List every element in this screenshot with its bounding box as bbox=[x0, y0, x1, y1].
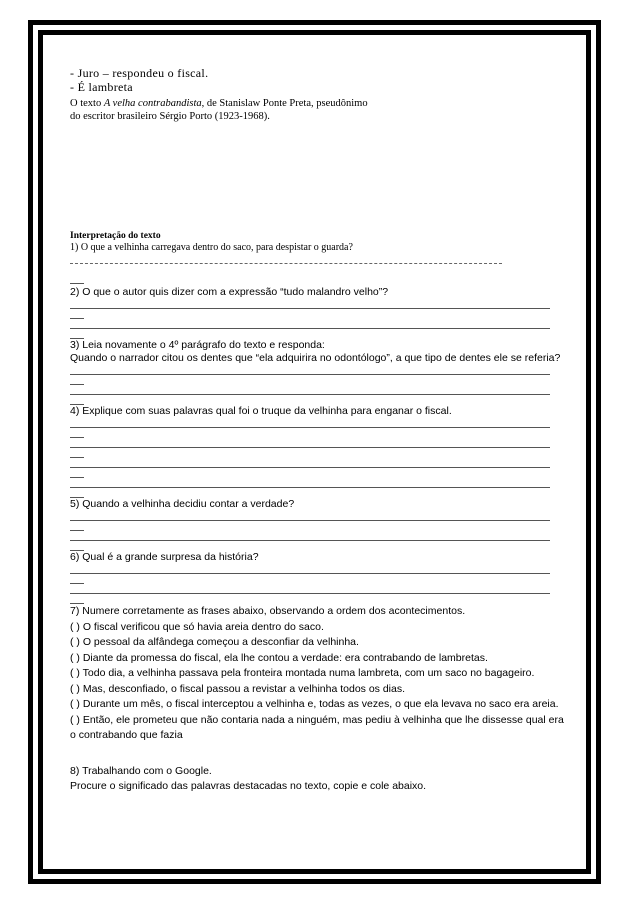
answer-line[interactable] bbox=[70, 587, 550, 594]
question-4-text: 4) Explique com suas palavras qual foi o truque da velhinha para enganar o fiscal. bbox=[70, 405, 452, 417]
answer-line[interactable] bbox=[70, 388, 550, 395]
answer-line[interactable] bbox=[70, 534, 550, 541]
credit-line-1 bbox=[70, 97, 550, 110]
answer-line[interactable] bbox=[70, 481, 550, 488]
question-6-text: 6) Qual é a grande surpresa da história? bbox=[70, 551, 259, 563]
answer-line-end[interactable] bbox=[70, 541, 84, 551]
answer-line-end[interactable] bbox=[70, 329, 84, 339]
question-1 bbox=[70, 242, 550, 254]
sequence-item-continuation: o contrabando que fazia bbox=[70, 729, 183, 741]
answer-line[interactable] bbox=[70, 461, 550, 468]
answer-line-end[interactable] bbox=[70, 274, 84, 284]
question-8-instruction: Procure o significado das palavras destacadas no texto, copie e cole abaixo. bbox=[70, 780, 427, 792]
answer-line-end[interactable] bbox=[70, 375, 84, 385]
answer-line-end[interactable] bbox=[70, 428, 84, 438]
credit-author: , de Stanislaw Ponte Preta, pseudônimo bbox=[201, 98, 368, 109]
question-7-text: 7) Numere corretamente as frases abaixo, observando a ordem dos acontecimentos. bbox=[70, 605, 466, 617]
story-ending-dialog bbox=[70, 66, 550, 94]
answer-line[interactable] bbox=[70, 567, 550, 574]
credit-title: A velha contrabandista bbox=[103, 98, 202, 109]
question-7 bbox=[70, 604, 564, 744]
sequence-item[interactable]: ( ) Mas, desconfiado, o fiscal passou a revistar a velhinha todos os dias. bbox=[70, 682, 406, 695]
question-3-prompt: Quando o narrador citou os dentes que “ela adquirira no odontólogo”, a que tipo de dentes ele se referia? bbox=[70, 352, 561, 364]
question-8-text: 8) Trabalhando com o Google. bbox=[70, 764, 212, 777]
sequence-item[interactable]: ( ) Durante um mês, o fiscal interceptou a velhinha e, todas as vezes, o que ela levava no saco era areia. bbox=[70, 698, 559, 710]
question-2 bbox=[70, 286, 550, 299]
sequence-item[interactable]: ( ) O fiscal verificou que só havia areia dentro do saco. bbox=[70, 620, 324, 633]
credit-line-2: do escritor brasileiro Sérgio Porto (1923-1968). bbox=[70, 111, 270, 122]
text-credit bbox=[70, 97, 550, 123]
question-2-text: 2) O que o autor quis dizer com a expressão “tudo malandro velho”? bbox=[70, 286, 389, 298]
answer-line[interactable] bbox=[70, 441, 550, 448]
dialog-line: - É lambreta bbox=[70, 80, 133, 94]
sequence-item[interactable]: ( ) Diante da promessa do fiscal, ela lhe contou a verdade: era contrabando de lambretas. bbox=[70, 651, 488, 664]
sequence-item[interactable]: ( ) Todo dia, a velhinha passava pela fronteira montada numa lambreta, com um saco no bagageiro. bbox=[70, 667, 535, 679]
answer-line-end[interactable] bbox=[70, 594, 84, 604]
answer-line-end[interactable] bbox=[70, 468, 84, 478]
question-8 bbox=[70, 764, 550, 795]
question-5 bbox=[70, 498, 550, 511]
answer-line[interactable] bbox=[70, 514, 550, 521]
answer-line[interactable] bbox=[70, 421, 550, 428]
answer-line-end[interactable] bbox=[70, 574, 84, 584]
answer-line-end[interactable] bbox=[70, 309, 84, 319]
question-3-text: 3) Leia novamente o 4º parágrafo do texto e responda: bbox=[70, 339, 325, 351]
question-5-text: 5) Quando a velhinha decidiu contar a verdade? bbox=[70, 498, 295, 510]
answer-line-end[interactable] bbox=[70, 488, 84, 498]
question-4 bbox=[70, 405, 550, 418]
sequence-item[interactable]: ( ) Então, ele prometeu que não contaria nada a ninguém, mas pediu à velhinha que lhe dissesse qual era bbox=[70, 713, 564, 726]
answer-line[interactable] bbox=[70, 322, 550, 329]
interpretation-heading: Interpretação do texto bbox=[70, 231, 161, 241]
answer-line[interactable] bbox=[70, 302, 550, 309]
sequence-item[interactable]: ( ) O pessoal da alfândega começou a desconfiar da velhinha. bbox=[70, 636, 359, 648]
question-3 bbox=[70, 339, 561, 365]
worksheet-content bbox=[70, 66, 564, 795]
answer-line-end[interactable] bbox=[70, 395, 84, 405]
credit-prefix: O texto bbox=[70, 98, 104, 109]
answer-line-end[interactable] bbox=[70, 521, 84, 531]
answer-line[interactable] bbox=[70, 368, 550, 375]
question-1-text: 1) O que a velhinha carregava dentro do saco, para despistar o guarda? bbox=[70, 242, 353, 253]
answer-line-end[interactable] bbox=[70, 448, 84, 458]
answer-line[interactable] bbox=[70, 257, 502, 264]
dialog-line: - Juro – respondeu o fiscal. bbox=[70, 66, 209, 80]
question-6 bbox=[70, 551, 550, 564]
